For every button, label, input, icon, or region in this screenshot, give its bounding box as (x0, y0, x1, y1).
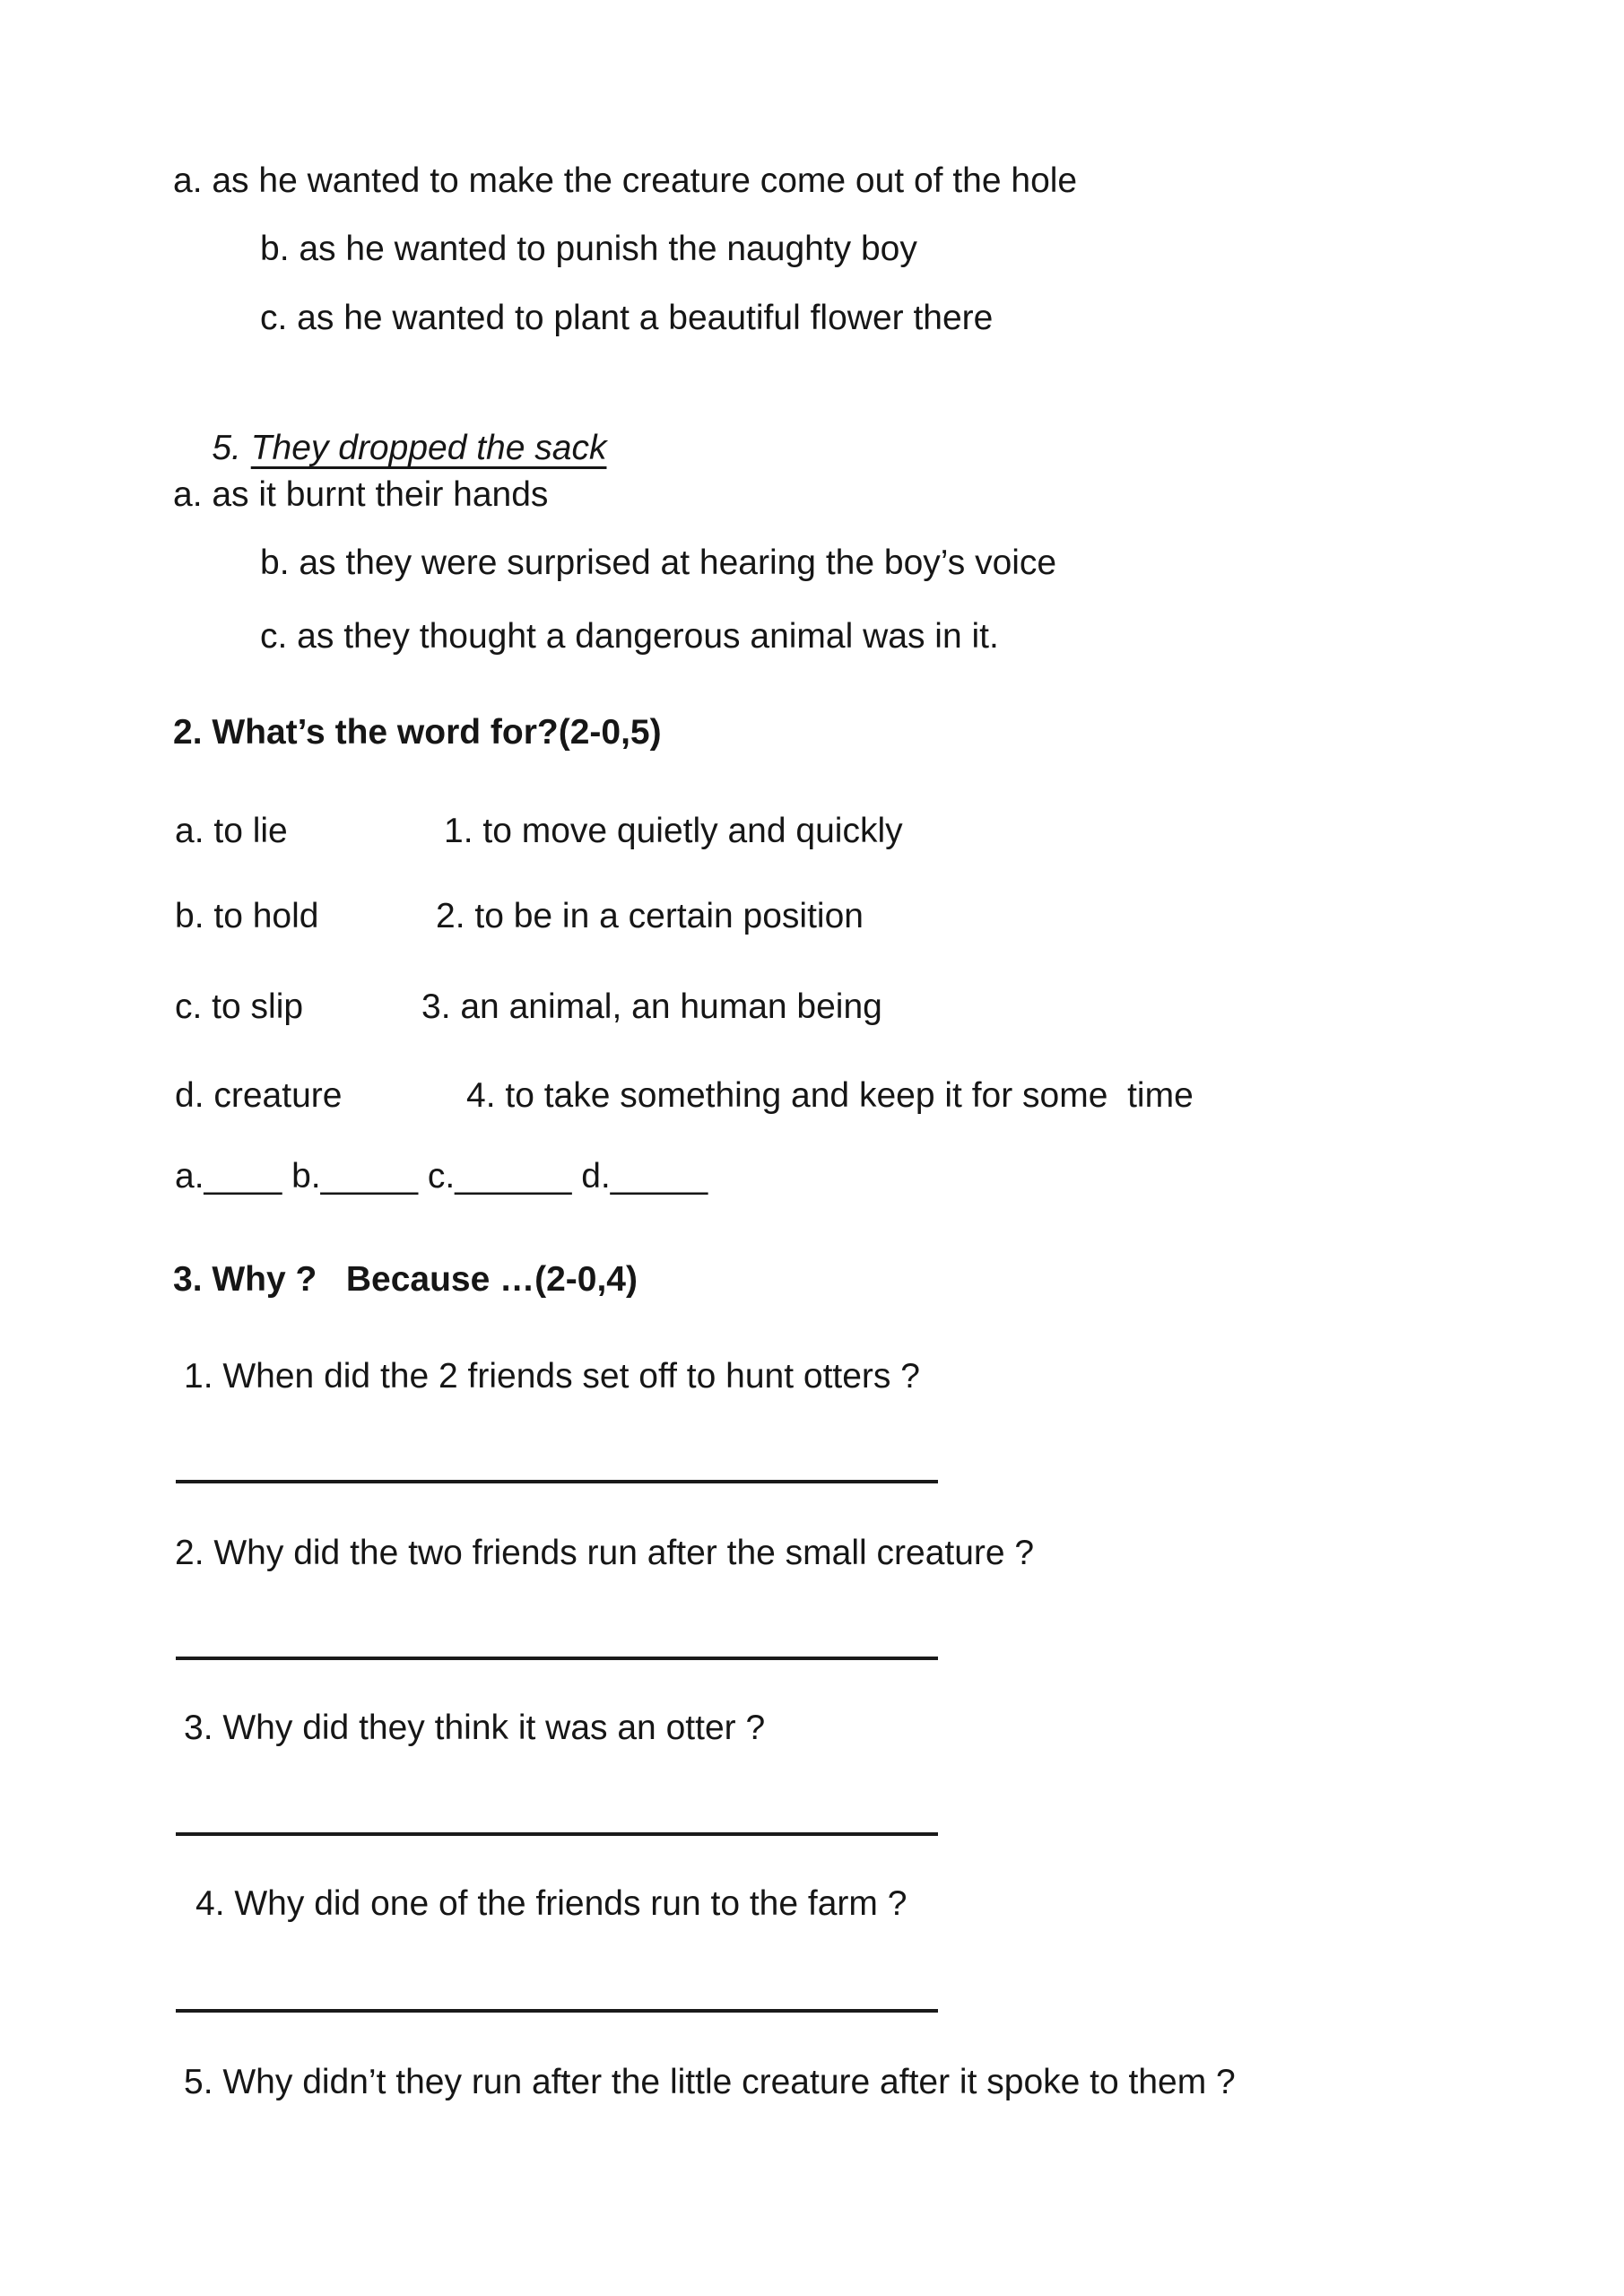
exercise3-question-1: 1. When did the 2 friends set off to hunt otters ? (184, 1357, 920, 1396)
answer-blank-line-1 (176, 1480, 938, 1483)
exercise1-q5-option-b: b. as they were surprised at hearing the boy’s voice (260, 544, 1057, 582)
exercise3-question-2: 2. Why did the two friends run after the small creature ? (175, 1534, 1035, 1572)
match-row-a (0, 810, 1624, 853)
answer-blank-line-3 (176, 1832, 938, 1836)
exercise3-question-3: 3. Why did they think it was an otter ? (184, 1709, 766, 1747)
match-row-c (0, 986, 1624, 1029)
match-term-b: b. to hold (175, 897, 319, 935)
exercise1-q5-number: 5. (212, 429, 251, 467)
answer-blank-line-4 (176, 2009, 938, 2013)
exercise2-answer-blanks: a.____ b._____ c.______ d._____ (175, 1157, 708, 1196)
match-term-a: a. to lie (175, 812, 288, 850)
exercise3-heading: 3. Why ? Because …(2-0,4) (173, 1260, 638, 1299)
match-definition-2: 2. to be in a certain position (436, 897, 864, 935)
exercise2-heading: 2. What’s the word for?(2-0,5) (173, 713, 662, 752)
exercise1-q5-statement: They dropped the sack (250, 429, 607, 467)
exercise1-q5-option-c: c. as they thought a dangerous animal was in it. (260, 617, 999, 656)
match-term-d: d. creature (175, 1076, 343, 1115)
exercise1-q4-option-a: a. as he wanted to make the creature come out of the hole (173, 161, 1078, 200)
exercise1-q4-option-b: b. as he wanted to punish the naughty boy (260, 230, 917, 268)
match-definition-1: 1. to move quietly and quickly (444, 812, 903, 850)
match-row-b (0, 895, 1624, 938)
match-term-c: c. to slip (175, 987, 304, 1026)
exercise3-question-5: 5. Why didn’t they run after the little creature after it spoke to them ? (184, 2063, 1236, 2101)
match-definition-3: 3. an animal, an human being (421, 987, 882, 1026)
exercise1-q5-option-a: a. as it burnt their hands (173, 475, 549, 514)
exercise1-q4-option-c: c. as he wanted to plant a beautiful flower there (260, 299, 994, 337)
match-definition-4: 4. to take something and keep it for some time (466, 1076, 1194, 1115)
exercise3-question-4: 4. Why did one of the friends run to the farm ? (195, 1884, 908, 1923)
answer-blank-line-2 (176, 1657, 938, 1660)
match-row-d (0, 1074, 1624, 1118)
